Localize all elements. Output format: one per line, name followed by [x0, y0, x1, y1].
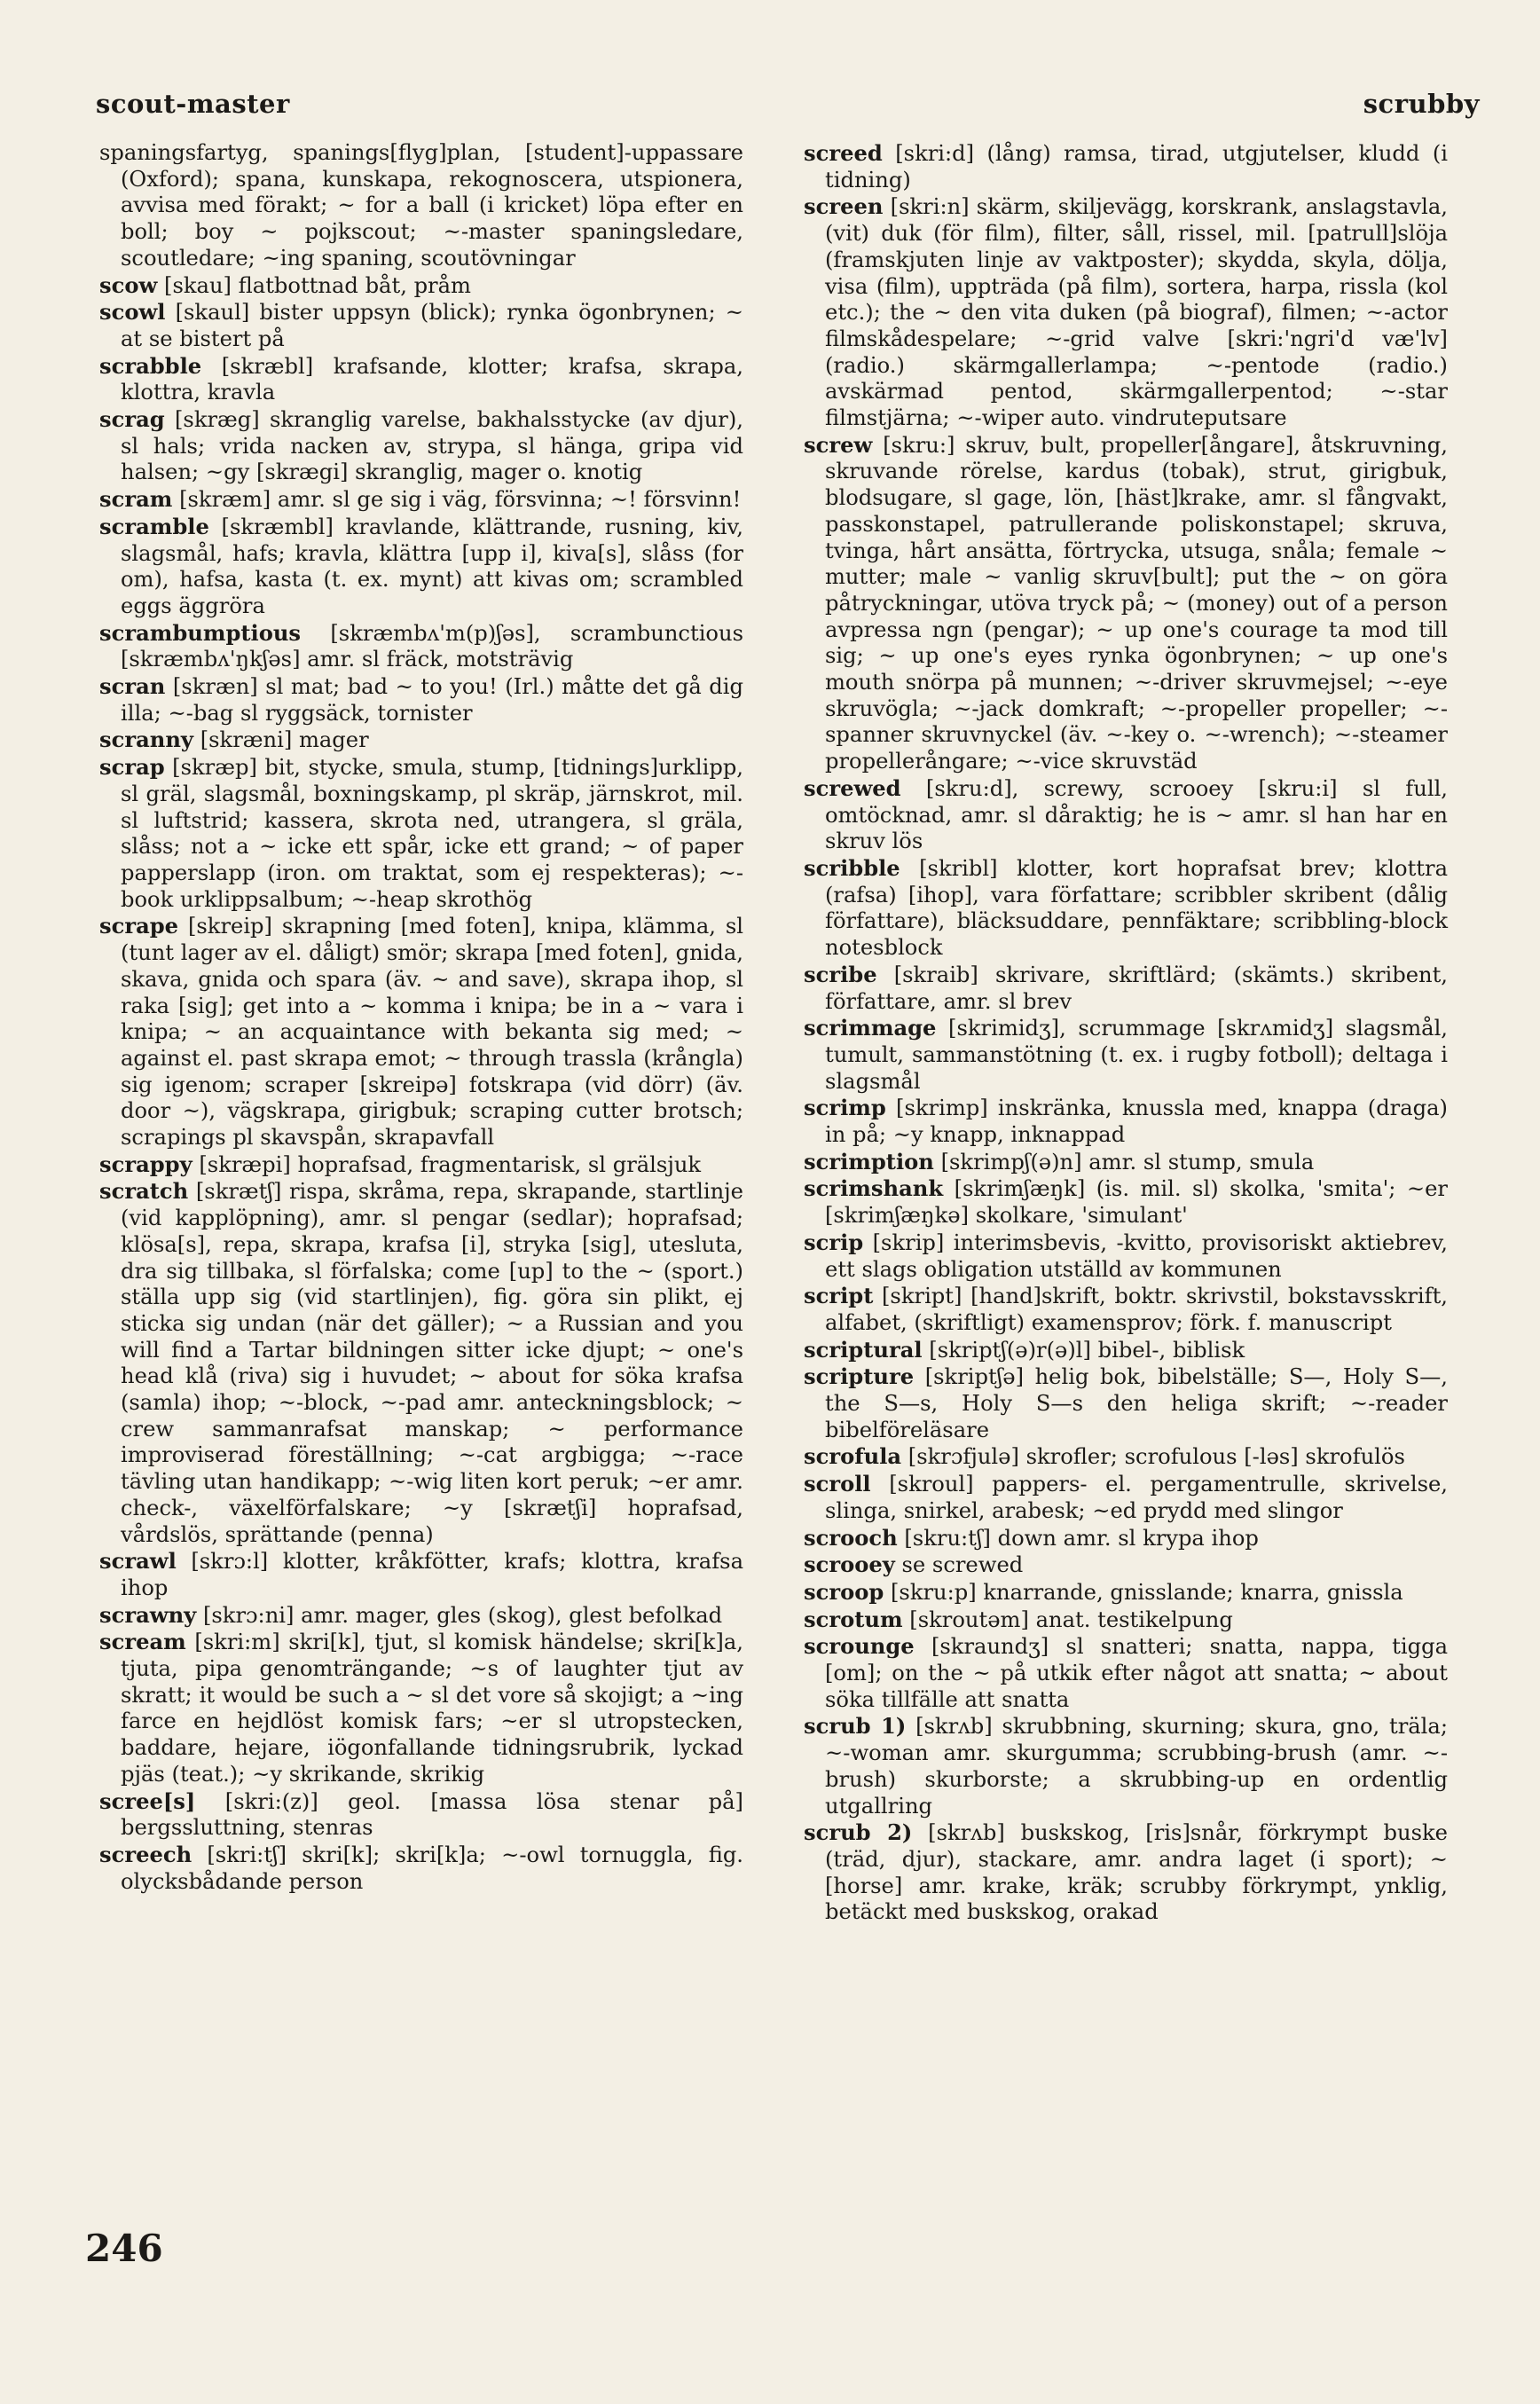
definition: [skraundʒ] sl snatteri; snatta, nappa, tigga [om]; on the ~ på utkik efter något att snatta; ~ about söka tillfälle att snatta	[825, 1634, 1448, 1712]
dictionary-entry	[804, 1579, 1448, 1607]
headword: scrawny	[99, 1601, 197, 1628]
dictionary-entry	[804, 432, 1448, 775]
dictionary-entry	[99, 620, 743, 673]
definition: [skru:tʃ] down amr. sl krypa ihop	[904, 1525, 1259, 1551]
headword: scrofula	[804, 1443, 902, 1470]
definition: [skri:m] skri[k], tjut, sl komisk händelse; skri[k]a, tjuta, pipa genomträngande; ~s of laughter tjut av skratt; it would be such a ~ sl det vore så skojigt; a ~ing farce en hejdlöst komisk fars; ~er sl utropstecken, baddare, hejare, iögonfallande tidningsrubrik, lyckad pjäs (teat.); ~y skrikande, skrikig	[121, 1630, 743, 1787]
definition: [skrʌb] skrubbning, skurning; skura, gno, träla; ~-woman amr. skurgumma; scrubbing-brush (amr. ~-brush) skurborste; a skrubbing-up en ordentlig utgallring	[825, 1714, 1448, 1819]
headword: scrimmage	[804, 1015, 937, 1041]
headword: scratch	[99, 1178, 189, 1205]
definition: [skrip] interimsbevis, -kvitto, provisoriskt aktiebrev, ett slags obligation utställd av kommunen	[825, 1229, 1448, 1282]
definition: [skau] flatbottnad båt, pråm	[164, 272, 471, 298]
dictionary-entry	[804, 855, 1448, 962]
headword: scow	[99, 271, 158, 298]
dictionary-entry	[99, 272, 743, 300]
headword: scrape	[99, 913, 179, 939]
definition: [skrimp] inskränka, knussla med, knappa (draga) in på; ~y knapp, inknappad	[825, 1096, 1448, 1148]
headword: scream	[99, 1629, 186, 1655]
dictionary-entry	[804, 1819, 1448, 1926]
definition: [skræn] sl mat; bad ~ to you! (Irl.) måtte det gå dig illa; ~-bag sl ryggsäck, tornister	[121, 674, 743, 726]
definition: [skræm] amr. sl ge sig i väg, försvinna; ~! försvinn!	[179, 487, 742, 513]
definition: [skrɔ:l] klotter, kråkfötter, krafs; klottra, krafsa ihop	[121, 1549, 743, 1600]
dictionary-entry	[804, 1607, 1448, 1634]
dictionary-entry	[804, 1015, 1448, 1095]
dictionary-entry	[99, 299, 743, 352]
headword: scrimp	[804, 1095, 886, 1121]
page-number: 246	[85, 2227, 163, 2270]
dictionary-entry	[804, 1175, 1448, 1229]
dictionary-entry	[804, 1283, 1448, 1336]
definition: [skriptʃ(ə)r(ə)l] bibel-, biblisk	[929, 1337, 1245, 1363]
dictionary-entry	[99, 727, 743, 754]
headword: scribble	[804, 854, 900, 881]
dictionary-entry	[99, 353, 743, 406]
headword: scrub 2)	[804, 1819, 913, 1846]
headword: scramble	[99, 513, 209, 539]
definition: [skræpi] hoprafsad, fragmentarisk, sl grälsjuk	[199, 1151, 702, 1177]
headword: scrounge	[804, 1633, 915, 1660]
dictionary-entry	[804, 1443, 1448, 1471]
headword: scrappy	[99, 1151, 192, 1177]
definition: [skru:p] knarrande, gnisslande; knarra, gnissla	[890, 1579, 1403, 1605]
headword: scrag	[99, 406, 165, 433]
definition: [skræmbl] kravlande, klättrande, rusning, kiv, slagsmål, hafs; kravla, klättra [upp i], kiva[s], slåss (for om), hafsa, kasta (t. ex. mynt) att kivas om; scrambled eggs äggröra	[121, 514, 743, 618]
dictionary-entry	[99, 1151, 743, 1179]
definition: [skaul] bister uppsyn (blick); rynka ögonbrynen; ~ at se bistert på	[121, 300, 743, 351]
dictionary-entry	[804, 1525, 1448, 1552]
dictionary-entry	[99, 673, 743, 727]
definition: [skræg] skranglig varelse, bakhalsstycke (av djur), sl hals; vrida nacken av, strypa, sl hänga, gripa vid halsen; ~gy [skrægi] skranglig, mager o. knotig	[121, 407, 743, 485]
headword: screw	[804, 431, 873, 458]
dictionary-entry	[804, 1633, 1448, 1713]
headword: scroll	[804, 1471, 871, 1497]
headword: scowl	[99, 299, 166, 326]
headword: scrimption	[804, 1148, 934, 1175]
definition: [skru:] skruv, bult, propeller[ångare], åtskruvning, skruvande rörelse, kardus (tobak), strut, girigbuk, blodsugare, sl gage, lön, [häst]krake, amr. sl fångvakt, passkonstapel, patrullerande poliskonstapel; skruva, tvinga, hårt ansätta, förtrycka, utsuga, snåla; female ~ mutter; male ~ vanlig skruv[bult]; put the ~ on göra påtryckningar, utöva tryck på; ~ (money) out of a person avpressa ngn (pengar); ~ up one's courage ta mod till sig; ~ up one's eyes rynka ögonbrynen; ~ up one's mouth snörpa på munnen; ~-driver skruvmejsel; ~-eye skruvögla; ~-jack domkraft; ~-propeller propeller; ~-spanner skruvnyckel (äv. ~-key o. ~-wrench); ~-steamer propellerångare; ~-vice skruvstäd	[825, 432, 1448, 774]
headword: scran	[99, 673, 166, 700]
dictionary-entry	[99, 1548, 743, 1601]
headword: scrooey	[804, 1552, 895, 1578]
definition: [skri:n] skärm, skiljevägg, korskrank, anslagstavla, (vit) duk (för film), filter, såll, rissel, mil. [patrull]slöja (framskjuten linje av vaktposter); skydda, skyla, dölja, visa (film), uppträda (på film), sortera, harpa, rissla (kol etc.); the ~ den vita duken (på biograf), filmen; ~-actor filmskådespelare; ~-grid valve [skri:'ngri'd væ'lv] (radio.) skärmgallerlampa; ~-pentode (radio.) avskärmad pentod, skärmgallerpentod; ~-star filmstjärna; ~-wiper auto. vindruteputsare	[825, 194, 1448, 431]
dictionary-entry	[99, 1602, 743, 1630]
dictionary-entry	[804, 193, 1448, 431]
definition: [skri:tʃ] skri[k]; skri[k]a; ~-owl tornuggla, fig. olycksbådande person	[121, 1842, 743, 1894]
definition: [skrimʃæŋk] (is. mil. sl) skolka, 'smita'; ~er [skrimʃæŋkə] skolkare, 'simulant'	[825, 1176, 1448, 1229]
headword: scribe	[804, 961, 877, 987]
dictionary-entry	[804, 1229, 1448, 1283]
headword: script	[804, 1283, 874, 1309]
dictionary-entry	[99, 1788, 743, 1842]
dictionary-entry	[99, 913, 743, 1151]
headword: screen	[804, 193, 884, 220]
definition: [skri:(z)] geol. [massa lösa stenar på] bergssluttning, stenras	[121, 1788, 743, 1841]
right-guide-word: scrubby	[1363, 89, 1480, 119]
definition: [skrimidʒ], scrummage [skrʌmidʒ] slagsmål, tumult, sammanstötning (t. ex. i rugby fotboll); deltaga i slagsmål	[825, 1016, 1448, 1094]
definition: [skribl] klotter, kort hoprafsat brev; klottra (rafsa) [ihop], vara författare; scribbler skribent (dålig författare), bläcksuddare, pennfäktare; scribbling-block notesblock	[825, 855, 1448, 961]
dictionary-entry	[804, 1337, 1448, 1364]
definition: [skreip] skrapning [med foten], knipa, klämma, sl (tunt lager av el. dåligt) smör; skrapa [med foten], gnida, skava, gnida och spara (äv. ~ and save), skrapa ihop, sl raka [sig]; get into a ~ komma i knipa; be in a ~ vara i knipa; ~ an acquaintance with bekanta sig med; ~ against el. past skrapa emot; ~ through trassla (krångla) sig igenom; scraper [skreipə] fotskrapa (vid dörr) (äv. door ~), vägskrapa, girigbuk; scraping cutter brotsch; scrapings pl skavspån, skrapavfall	[121, 914, 743, 1151]
dictionary-entry	[99, 1629, 743, 1787]
dictionary-entry	[804, 1471, 1448, 1524]
headword: scrotum	[804, 1606, 903, 1632]
dictionary-entry	[99, 140, 743, 272]
dictionary-entry	[804, 962, 1448, 1015]
definition: [skript] [hand]skrift, boktr. skrivstil, bokstavsskrift, alfabet, (skriftligt) examensprov; förk. f. manuscript	[825, 1284, 1448, 1335]
left-guide-word: scout-master	[96, 89, 290, 119]
definition: spaningsfartyg, spanings[flyg]plan, [student]-uppassare (Oxford); spana, kunskapa, rekognoscera, utspionera, avvisa med förakt; ~ for a ball (i kricket) löpa efter en boll; boy ~ pojkscout; ~-master spaningsledare, scoutledare; ~ing spaning, scoutövningar	[99, 140, 743, 271]
right-column	[804, 140, 1448, 1926]
definition: [skræp] bit, stycke, smula, stump, [tidnings]urklipp, sl gräl, slagsmål, boxningskamp, pl skräp, järnskrot, mil. sl luftstrid; kassera, skrota ned, utrangera, sl gräla, slåss; not a ~ icke ett spår, icke ett grand; ~ of paper papperslapp (iron. om traktat, som ej respekteras); ~-book urklippsalbum; ~-heap skrothög	[121, 755, 743, 912]
headword: scroop	[804, 1578, 884, 1605]
definition: [skroutəm] anat. testikelpung	[909, 1607, 1233, 1632]
dictionary-entry	[804, 1713, 1448, 1819]
dictionary-entry	[804, 1363, 1448, 1443]
definition: [skrɔfjulə] skrofler; scrofulous [-ləs] skrofulös	[908, 1444, 1405, 1470]
headword: scriptural	[804, 1336, 923, 1363]
definition: [skrætʃ] rispa, skråma, repa, skrapande, startlinje (vid kapplöpning), amr. sl pengar (sedlar); hoprafsad; klösa[s], repa, skrapa, krafsa [i], stryka [sig], utesluta, dra sig tillbaka, sl förfalska; come [up] to the ~ (sport.) ställa upp sig (vid startlinjen), fig. göra sin plikt, ej sticka sig undan (när det gäller); ~ a Russian and you will find a Tartar bildningen sitter icke djupt; ~ one's head klå (riva) sig i huvudet; ~ about for söka krafsa (samla) ihop; ~-block, ~-pad amr. anteckningsblock; ~ crew sammanrafsat manskap; ~ performance improviserad föreställning; ~-cat argbigga; ~-race tävling utan handikapp; ~-wig liten kort peruk; ~er amr. check-, växelförfalskare; ~y [skrætʃi] hoprafsad, vårdslös, sprättande (penna)	[121, 1179, 743, 1547]
dictionary-entry	[99, 1178, 743, 1548]
headword: scrip	[804, 1229, 864, 1255]
headword: scrooch	[804, 1524, 898, 1551]
headword: scrabble	[99, 352, 202, 379]
headword: screed	[804, 140, 883, 166]
dictionary-entry	[99, 514, 743, 620]
definition: [skriptʃə] helig bok, bibelställe; S—, Holy S—, the S—s, Holy S—s den heliga skrift; ~-reader bibelföreläsare	[825, 1364, 1448, 1442]
headword: screech	[99, 1842, 192, 1867]
headword: scrambumptious	[99, 619, 302, 646]
left-column	[99, 140, 743, 1895]
dictionary-entry	[99, 486, 743, 514]
definition: [skri:d] (lång) ramsa, tirad, utgjutelser, kludd (i tidning)	[825, 141, 1448, 192]
dictionary-entry	[804, 140, 1448, 193]
definition: [skræmbʌ'm(p)ʃəs], scrambunctious [skræmbʌ'ŋkʃəs] amr. sl fräck, motsträvig	[121, 620, 743, 672]
definition: [skroul] pappers- el. pergamentrulle, skrivelse, slinga, snirkel, arabesk; ~ed prydd med slingor	[825, 1472, 1448, 1523]
dictionary-entry	[804, 775, 1448, 855]
definition: [skrɔ:ni] amr. mager, gles (skog), glest befolkad	[202, 1602, 723, 1628]
definition: [skrʌb] buskskog, [ris]snår, förkrympt buske (träd, djur), stackare, amr. andra laget (i sport); ~ [horse] amr. krake, kräk; scrubby förkrympt, ynklig, betäckt med buskskog, orakad	[825, 1820, 1448, 1925]
headword: scrimshank	[804, 1175, 944, 1202]
headword: scrub 1)	[804, 1713, 907, 1740]
headword: scrawl	[99, 1548, 177, 1575]
definition: se screwed	[901, 1552, 1024, 1578]
dictionary-entry	[99, 1842, 743, 1895]
definition: [skræni] mager	[200, 727, 369, 753]
dictionary-entry	[99, 754, 743, 913]
definition: [skrimpʃ(ə)n] amr. sl stump, smula	[940, 1149, 1315, 1175]
headword: scrap	[99, 754, 165, 781]
headword: scripture	[804, 1363, 915, 1390]
definition: [skræbl] krafsande, klotter; krafsa, skrapa, klottra, kravla	[121, 353, 743, 405]
definition: [skru:d], screwy, scrooey [skru:i] sl full, omtöcknad, amr. sl dåraktig; he is ~ amr. sl han har en skruv lös	[825, 775, 1448, 854]
dictionary-entry	[804, 1552, 1448, 1579]
headword: scranny	[99, 727, 193, 753]
headword: scram	[99, 486, 173, 513]
headword: screwed	[804, 774, 901, 801]
definition: [skraib] skrivare, skriftlärd; (skämts.) skribent, författare, amr. sl brev	[825, 962, 1448, 1014]
headword: scree[s]	[99, 1787, 196, 1814]
dictionary-entry	[99, 406, 743, 486]
dictionary-entry	[804, 1149, 1448, 1176]
dictionary-entry	[804, 1095, 1448, 1148]
